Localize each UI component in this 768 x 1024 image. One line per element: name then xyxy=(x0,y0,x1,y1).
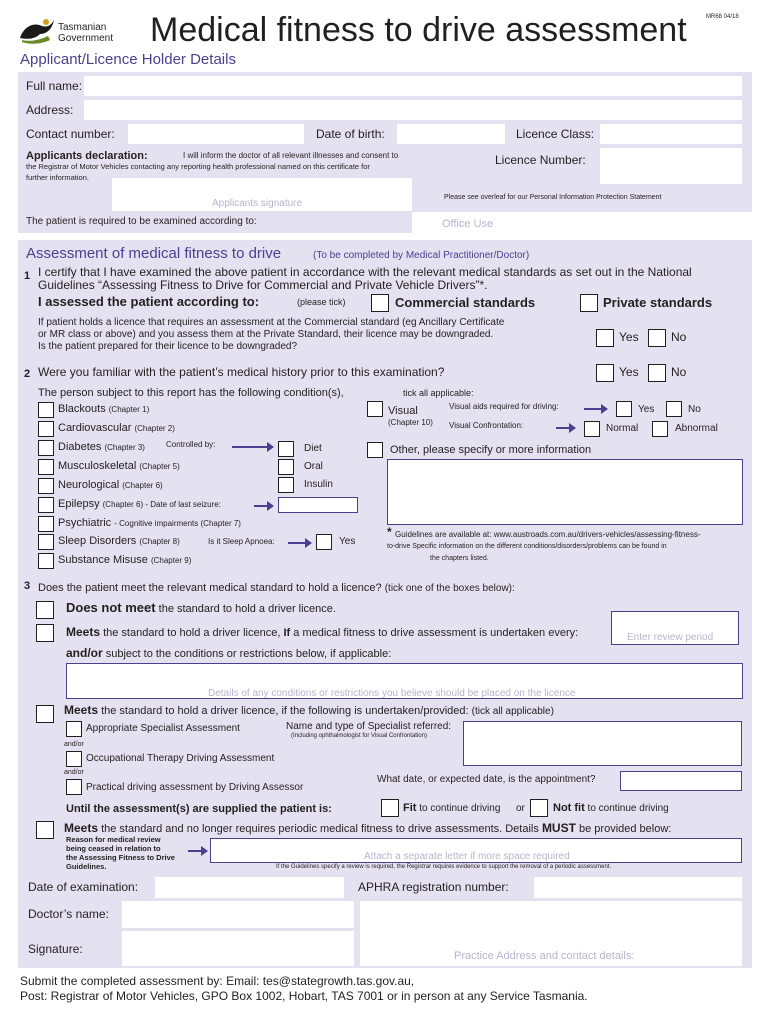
sleep-disorders-checkbox[interactable] xyxy=(38,534,54,550)
not-fit-label: Not fit to continue driving xyxy=(553,802,669,814)
guidelines-review-note: If the Guidelines specify a review is required, the Registrar requires evidence to support the removal of a periodic assessment. xyxy=(276,864,612,870)
meets-assessment-checkbox[interactable] xyxy=(36,705,54,723)
appointment-field[interactable] xyxy=(620,771,742,791)
q3-number: 3 xyxy=(24,580,31,592)
doctor-name-field[interactable] xyxy=(122,901,354,928)
signature-field[interactable] xyxy=(122,931,354,966)
declaration-text-2: the Registrar of Motor Vehicles contacting any reporting health professional named on this certificate for xyxy=(26,162,370,171)
abnormal-checkbox[interactable] xyxy=(652,421,668,437)
musculoskeletal-label: Musculoskeletal (Chapter 5) xyxy=(58,460,180,472)
familiar-yes-checkbox[interactable] xyxy=(596,364,614,382)
other-details-field[interactable] xyxy=(387,459,743,525)
licence-number-label: Licence Number: xyxy=(495,153,586,167)
tasmanian-devil-logo-icon xyxy=(16,16,56,46)
meets-ceased-checkbox[interactable] xyxy=(36,821,54,839)
privacy-note: Please see overleaf for our Personal Information Protection Statement xyxy=(444,194,662,201)
q2-number: 2 xyxy=(24,368,31,380)
logo-text-2: Government xyxy=(58,33,114,44)
declaration-heading: Applicants declaration: xyxy=(26,150,148,162)
visual-aids-no-label: No xyxy=(688,404,701,415)
footer-line-1: Submit the completed assessment by: Email: tes@stategrowth.tas.gov.au, xyxy=(20,974,415,988)
sleep-apnoea-yes-label: Yes xyxy=(339,536,356,547)
guidelines-line-3: the chapters listed. xyxy=(430,555,489,562)
sleep-apnoea-yes-checkbox[interactable] xyxy=(316,534,332,550)
insulin-label: Insulin xyxy=(304,479,333,490)
substance-misuse-checkbox[interactable] xyxy=(38,553,54,569)
assessment-heading-note: (To be completed by Medical Practitioner/Doctor) xyxy=(313,250,530,261)
form-code: MR68 04/18 xyxy=(706,14,739,20)
q3-text: Does the patient meet the relevant medical standard to hold a licence? (tick one of the boxes below): xyxy=(38,582,515,594)
fit-label: Fit to continue driving xyxy=(403,802,501,814)
neurological-label: Neurological (Chapter 6) xyxy=(58,479,163,491)
meets-assessment-label: Meets the standard to hold a driver licence, if the following is undertaken/provided: (tick all applicable) xyxy=(64,703,554,717)
andor-2: and/or xyxy=(64,769,84,776)
blackouts-checkbox[interactable] xyxy=(38,402,54,418)
q1-text-1: I certify that I have examined the above patient in accordance with the relevant medical standards as set out in the National xyxy=(38,265,692,279)
musculoskeletal-checkbox[interactable] xyxy=(38,459,54,475)
until-label: Until the assessment(s) are supplied the patient is: xyxy=(66,803,332,815)
visual-label: Visual xyxy=(388,405,418,417)
diabetes-label: Diabetes (Chapter 3) xyxy=(58,441,145,453)
psychiatric-label: Psychiatric - Cognitive impairments (Chapter 7) xyxy=(58,517,241,529)
seizure-date-field[interactable] xyxy=(278,497,358,513)
reason-arrow-icon xyxy=(188,850,202,852)
declaration-text-1: I will inform the doctor of all relevant illnesses and consent to xyxy=(183,151,399,160)
licence-number-field[interactable] xyxy=(600,148,742,184)
substance-misuse-label: Substance Misuse (Chapter 9) xyxy=(58,554,192,566)
assessment-heading: Assessment of medical fitness to drive xyxy=(26,245,282,262)
other-label: Other, please specify or more information xyxy=(390,444,592,456)
downgrade-yes-label: Yes xyxy=(619,330,639,344)
reason-2: being ceased in relation to xyxy=(66,844,161,853)
visual-aids-label: Visual aids required for driving: xyxy=(449,402,559,411)
reason-3: the Assessing Fitness to Drive xyxy=(66,853,175,862)
page-title: Medical fitness to drive assessment xyxy=(150,11,687,49)
review-period-placeholder: Enter review period xyxy=(627,632,714,643)
downgrade-yes-checkbox[interactable] xyxy=(596,329,614,347)
full-name-field[interactable] xyxy=(84,76,742,96)
cardiovascular-checkbox[interactable] xyxy=(38,421,54,437)
fit-checkbox[interactable] xyxy=(381,799,399,817)
diet-checkbox[interactable] xyxy=(278,441,294,457)
commercial-checkbox[interactable] xyxy=(371,294,389,312)
specialist-name-field[interactable] xyxy=(463,721,742,766)
licence-class-label: Licence Class: xyxy=(516,127,595,141)
practical-checkbox[interactable] xyxy=(66,779,82,795)
address-label: Address: xyxy=(26,103,74,117)
does-not-meet-label: Does not meet the standard to hold a driver licence. xyxy=(66,600,336,615)
logo-text-1: Tasmanian xyxy=(58,22,107,33)
commercial-question-2: or MR class or above) and you assess them at the Private Standard, their licence may be downgraded. xyxy=(38,329,494,340)
specialist-name-note: (Including ophthalmologist for Visual Confrontation) xyxy=(291,733,427,739)
private-checkbox[interactable] xyxy=(580,294,598,312)
guidelines-asterisk: * xyxy=(387,525,392,539)
visual-aids-yes-label: Yes xyxy=(638,404,655,415)
oral-checkbox[interactable] xyxy=(278,459,294,475)
signature-label: Signature: xyxy=(28,942,83,956)
q1-text-2: Guidelines “Assessing Fitness to Drive for Commercial and Private Vehicle Drivers”*. xyxy=(38,278,488,292)
private-label: Private standards xyxy=(603,295,713,310)
visual-aids-arrow-icon xyxy=(584,408,602,410)
reason-1: Reason for medical review xyxy=(66,835,161,844)
aphra-label: APHRA registration number: xyxy=(358,880,509,894)
conditions-intro: The person subject to this report has the following condition(s), xyxy=(38,387,344,399)
normal-label: Normal xyxy=(606,423,639,434)
meets-review-checkbox[interactable] xyxy=(36,624,54,642)
specialist-checkbox[interactable] xyxy=(66,721,82,737)
specialist-label: Appropriate Specialist Assessment xyxy=(86,723,240,734)
visual-confrontation-arrow-icon xyxy=(556,427,570,429)
reason-4: Guidelines. xyxy=(66,862,107,871)
aphra-field[interactable] xyxy=(534,877,742,898)
appointment-label: What date, or expected date, is the appointment? xyxy=(377,774,596,785)
epilepsy-checkbox[interactable] xyxy=(38,497,54,513)
abnormal-label: Abnormal xyxy=(675,423,718,434)
ot-checkbox[interactable] xyxy=(66,751,82,767)
guidelines-line-1: Guidelines are available at: www.austroads.com.au/drivers-vehicles/assessing-fitness- xyxy=(395,530,701,539)
assessed-label: I assessed the patient according to: xyxy=(38,294,260,309)
practical-label: Practical driving assessment by Driving Assessor xyxy=(86,782,304,793)
meets-ceased-label: Meets the standard and no longer requires periodic medical fitness to drive assessments. Details MUST be provided below: xyxy=(64,821,672,835)
epilepsy-label: Epilepsy (Chapter 6) - Date of last seizure: xyxy=(58,498,221,510)
q1-number: 1 xyxy=(24,270,31,282)
commercial-question-3: Is the patient prepared for their licence to be downgraded? xyxy=(38,341,298,352)
contact-field[interactable] xyxy=(128,124,304,144)
visual-aids-no-checkbox[interactable] xyxy=(666,401,682,417)
examined-note: The patient is required to be examined according to: xyxy=(26,216,257,227)
downgrade-no-label: No xyxy=(671,330,687,344)
other-checkbox[interactable] xyxy=(367,442,383,458)
familiar-no-checkbox[interactable] xyxy=(648,364,666,382)
logo xyxy=(16,16,128,48)
sleep-apnoea-label: Is it Sleep Apnoea: xyxy=(208,537,275,546)
contact-label: Contact number: xyxy=(26,127,115,141)
sleep-apnoea-arrow-icon xyxy=(288,542,306,544)
downgrade-no-checkbox[interactable] xyxy=(648,329,666,347)
please-tick: (please tick) xyxy=(297,297,346,307)
visual-chapter: (Chapter 10) xyxy=(388,418,433,427)
andor-label: and/or subject to the conditions or restrictions below, if applicable: xyxy=(66,646,392,660)
visual-checkbox[interactable] xyxy=(367,401,383,417)
licence-class-field[interactable] xyxy=(600,124,742,144)
footer-line-2: Post: Registrar of Motor Vehicles, GPO Box 1002, Hobart, TAS 7001 or in person at any Service Tasmania. xyxy=(20,989,588,1003)
controlled-by-arrow-icon xyxy=(232,446,268,448)
guidelines-line-2: to-drive Specific information on the different conditions/disorders/problems can be found in xyxy=(387,543,667,550)
ceased-reason-placeholder: Attach a separate letter if more space required xyxy=(364,851,570,862)
controlled-by-label: Controlled by: xyxy=(166,440,216,449)
tick-all-note: tick all applicable: xyxy=(403,388,474,398)
declaration-text-3: further information. xyxy=(26,173,89,182)
conditions-restrictions-placeholder: Details of any conditions or restrictions you believe should be placed on the licence xyxy=(208,688,576,699)
psychiatric-checkbox[interactable] xyxy=(38,516,54,532)
blackouts-label: Blackouts (Chapter 1) xyxy=(58,403,150,415)
diabetes-checkbox[interactable] xyxy=(38,440,54,456)
cardiovascular-label: Cardiovascular (Chapter 2) xyxy=(58,422,175,434)
normal-checkbox[interactable] xyxy=(584,421,600,437)
practice-address-placeholder: Practice Address and contact details: xyxy=(454,950,635,962)
commercial-question-1: If patient holds a licence that requires an assessment at the Commercial standard (eg Ancillary Certificate xyxy=(38,317,505,328)
applicant-signature-placeholder: Applicants signature xyxy=(212,198,303,209)
commercial-label: Commercial standards xyxy=(395,295,536,310)
visual-aids-yes-checkbox[interactable] xyxy=(616,401,632,417)
ot-label: Occupational Therapy Driving Assessment xyxy=(86,753,275,764)
neurological-checkbox[interactable] xyxy=(38,478,54,494)
date-exam-field[interactable] xyxy=(155,877,344,898)
office-use-placeholder: Office Use xyxy=(442,218,494,230)
familiar-yes-label: Yes xyxy=(619,365,639,379)
insulin-checkbox[interactable] xyxy=(278,477,294,493)
full-name-label: Full name: xyxy=(26,79,83,93)
section-heading: Applicant/Licence Holder Details xyxy=(20,51,236,68)
andor-1: and/or xyxy=(64,741,84,748)
or-label: or xyxy=(516,803,525,814)
epilepsy-arrow-icon xyxy=(254,505,268,507)
address-field[interactable] xyxy=(84,100,742,120)
doctor-name-label: Doctor’s name: xyxy=(28,907,109,921)
date-exam-label: Date of examination: xyxy=(28,880,139,894)
diet-label: Diet xyxy=(304,443,322,454)
dob-label: Date of birth: xyxy=(316,127,385,141)
specialist-name-label: Name and type of Specialist referred: xyxy=(286,721,452,732)
sleep-disorders-label: Sleep Disorders (Chapter 8) xyxy=(58,535,180,547)
does-not-meet-checkbox[interactable] xyxy=(36,601,54,619)
oral-label: Oral xyxy=(304,461,323,472)
dob-field[interactable] xyxy=(397,124,505,144)
familiar-no-label: No xyxy=(671,365,687,379)
not-fit-checkbox[interactable] xyxy=(530,799,548,817)
meets-review-label: Meets the standard to hold a driver licence, If a medical fitness to drive assessment is undertaken every: xyxy=(66,625,579,639)
q2-text: Were you familiar with the patient’s medical history prior to this examination? xyxy=(38,365,445,379)
visual-confrontation-label: Visual Confrontation: xyxy=(449,421,524,430)
